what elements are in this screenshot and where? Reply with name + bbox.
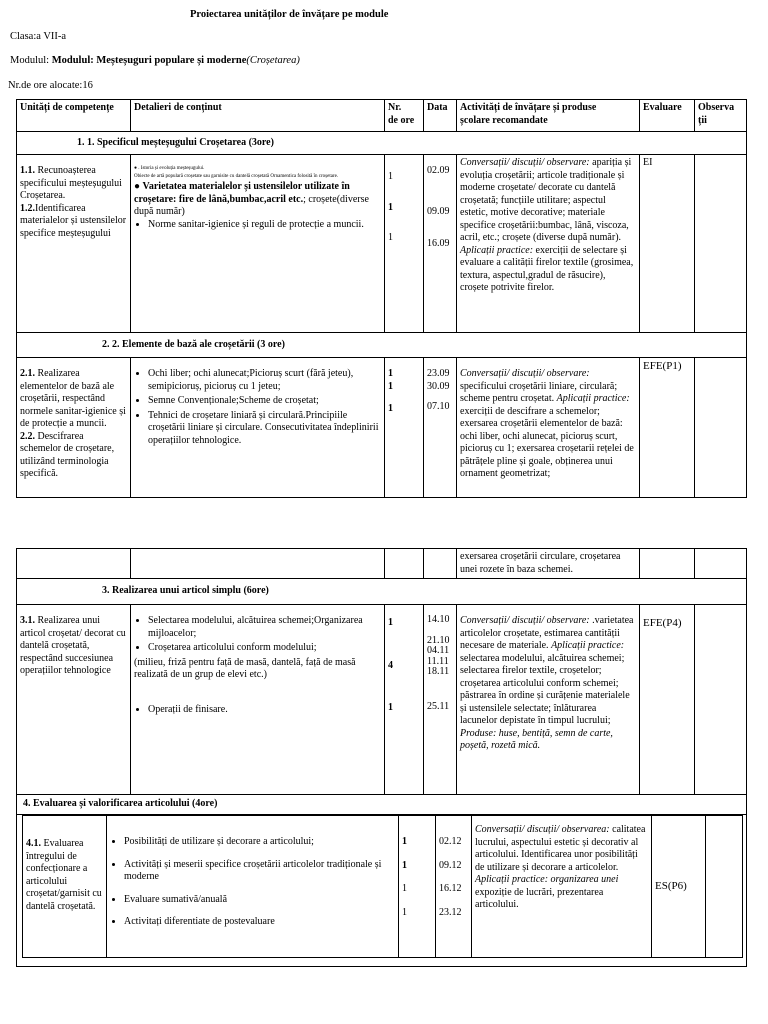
col-header-content: Detalieri de conținut xyxy=(131,100,385,132)
section-1-evaluation: EI xyxy=(640,155,695,333)
section-1-row xyxy=(17,155,747,333)
col-header-evaluation: Evaluare xyxy=(640,100,695,132)
section-3-hours: 1 4 1 xyxy=(385,605,424,795)
post-eval-item: • Activitați diferentiate de postevaluare xyxy=(124,916,395,929)
history-item: ● . Istoria și evoluția meșteșugului. xyxy=(134,166,205,171)
section-1-title: 1. 1. Specificul meșteșugului Croșetarea (3ore) xyxy=(17,132,747,155)
continued-activities: exersarea croșetării circulare, croșetarea unei rozete în baza schemei. xyxy=(457,549,640,579)
class-line: Clasa:a VII-a xyxy=(10,31,67,42)
plan-table-page2 xyxy=(16,548,747,967)
section-4-evaluation: ES(P6) xyxy=(652,816,706,958)
continued-row xyxy=(17,549,747,579)
plan-table-page1 xyxy=(16,99,747,498)
section-3-observations xyxy=(695,605,747,795)
uses-item: • Posibilități de utilizare și decorare a articolului; xyxy=(124,836,395,849)
hours-line: Nr.de ore alocate:16 xyxy=(8,80,93,91)
section-4-competence: 4.1. Evaluarea întregului de confecționare a articolului croșetat/garnisit cu dantelă croșetată. xyxy=(23,816,107,958)
section-2-evaluation: EFE(P1) xyxy=(640,358,695,498)
section-4-row xyxy=(17,815,747,967)
section-2-competence: 2.1. Realizarea elementelor de bază ale croșetării, respectând normele sanitar-igienice și de protecție a muncii. 2.2. Descifrarea schemelor de croșetare, utilizând terminologia specifică. xyxy=(17,358,131,498)
section-4-observations xyxy=(706,816,743,958)
objects-item: Obiecte de artă populară croșetate sau garnisite cu dantelă croșetată Ornamentica folosită în croșetare. xyxy=(134,174,339,179)
norms-item: • Norme sanitar-igienice și reguli de protecție a muncii. xyxy=(148,219,381,232)
section-2-hours: 1 1 1 xyxy=(385,358,424,498)
materials-item: ● Varietatea materialelor și ustensilelor utilizate în croșetare: fire de lână,bumbac,acril etc.; croșete(diverse după număr) xyxy=(134,181,369,217)
section-4-dates: 02.12 09.12 16.12 23.12 xyxy=(436,816,472,958)
module-sub: (Croșetarea) xyxy=(246,55,300,66)
col-header-observations: Observa ții xyxy=(695,100,747,132)
section-4-content xyxy=(107,816,399,958)
crochet-item: • Croșetarea articolului conform modelului; xyxy=(148,642,381,655)
stitches-item: • Ochi liber; ochi alunecat;Picioruș scurt (fără jeteu), semipicioruș, picioruș cu 1 jeteu; xyxy=(148,368,381,393)
section-3-evaluation: EFE(P4) xyxy=(640,605,695,795)
section-1-competence: 1.1. Recunoașterea specificului meșteșugului Croșetarea. 1.2.Identificarea materialelor și ustensilelor specifice meșteșugului xyxy=(17,155,131,333)
section-1-dates: 02.09 09.09 16.09 xyxy=(424,155,457,333)
col-header-date: Data xyxy=(424,100,457,132)
section-3-title-row xyxy=(17,579,747,605)
section-2-dates: 23.09 30.09 07.10 xyxy=(424,358,457,498)
section-1-title-row xyxy=(17,132,747,155)
section-1-content xyxy=(131,155,385,333)
section-2-title-row xyxy=(17,333,747,358)
section-3-title: 3. Realizarea unui articol simplu (6ore) xyxy=(17,579,747,605)
table-header-row xyxy=(17,100,747,132)
section-4-title: 4. Evaluarea și valorificarea articolului (4ore) xyxy=(17,795,747,815)
module-prefix: Modulul: xyxy=(10,55,52,66)
section-2-observations xyxy=(695,358,747,498)
section-2-content xyxy=(131,358,385,498)
section-4-activities: Conversații/ discuții/ observarea: calitatea lucrului, aspectului estetic și decorativ al articolului. Identificarea unor posibilități de utilizare și decorare a articolelor. Aplicații practice: organizarea unei expoziție de lucrări, prezentarea articolului. xyxy=(472,816,652,958)
section-3-content xyxy=(131,605,385,795)
col-header-competence: Unități de competențe xyxy=(17,100,131,132)
section-1-activities: Conversații/ discuții/ observare: apariția și evoluția croșetării; articole tradiționale și moderne croșetate/ decorate cu dantelă croșetată; funcțiile utilitare; aspectul estetic, motive decorative; materiale specifice croșetării:bumbac, lână, viscoza, acril, etc.; croșete (diverse după număr). Aplicații practice: exerciții de selectare și evaluare a calității firelor textile (grosimea, textura, aspectul,gradul de răsucire), croșete potrivite firelor. xyxy=(457,155,640,333)
module-line xyxy=(10,54,300,67)
section-1-hours: 1 1 1 xyxy=(385,155,424,333)
col-header-hours: Nr. de ore xyxy=(385,100,424,132)
col-header-activities: Activități de învățare și produse școlare recomandate xyxy=(457,100,640,132)
section-2-activities: Conversații/ discuții/ observare: specificului croșetării liniare, circulară; scheme pentru croșetat. Aplicații practice: exerciții de descifrare a schemelor; exersarea croșetării elementelor de bază: ochi liber, ochi alunecat, picioruș scurt, picioruș cu 1; exersarea croșetarii rețelei de pătrățele pline și goale, obținerea unui ornament geometrizat; xyxy=(457,358,640,498)
module-name: Modulul: Meșteșuguri populare și moderne xyxy=(51,55,247,66)
section-3-activities: Conversații/ discuții/ observare: .varietatea articolelor croșetate, estimarea cantității necesare de materiale. Aplicații practice: selectarea modelului, alcătuirea schemei; selectarea firelor textile, croșetelor; croșetarea articolului conform schemei; păstrarea în ordine și curățenie materialele și ustensilele selectate; înlăturarea lacunelor depistate în timpul lucrului; Produse: huse, bentiță, semn de carte, poșetă, rozetă mică. xyxy=(457,605,640,795)
examples-note: (milieu, friză pentru față de masă, dantelă, față de masă realizată de un grup de elevi etc.) xyxy=(134,656,356,680)
section-3-row xyxy=(17,605,747,795)
section-4-title-row xyxy=(17,795,747,815)
symbols-item: • Semne Convenționale;Scheme de croșetat; xyxy=(148,395,381,408)
section-3-competence: 3.1. Realizarea unui articol croșetat/ decorat cu dantelă croșetată, respectând succesiunea operațiilor tehnologice xyxy=(17,605,131,795)
summative-item: • Evaluare sumativă/anuală xyxy=(124,894,395,907)
techniques-item: • Tehnici de croșetare liniară și circulară.Principiile croșetării liniare și circulare. Consecutivitatea îndeplinirii operațiilor tehnologice. xyxy=(148,410,381,448)
section-3-dates: 14.10 21.10 04.11 11.11 18.11 25.11 xyxy=(424,605,457,795)
section-4-inner-table xyxy=(22,815,743,958)
page-title: Proiectarea unităților de învățare pe module xyxy=(190,9,389,20)
section-4-hours: 1 1 1 1 xyxy=(399,816,436,958)
section-2-title: 2. 2. Elemente de bază ale croșetării (3 ore) xyxy=(17,333,747,358)
finishing-item: • Operații de finisare. xyxy=(148,704,381,717)
trades-item: • Activități și meserii specifice croșetării articolelor tradiționale și moderne xyxy=(124,859,395,884)
selection-item: • Selectarea modelului, alcătuirea schemei;Organizarea mijloacelor; xyxy=(148,615,381,640)
section-1-observations xyxy=(695,155,747,333)
section-2-row xyxy=(17,358,747,498)
